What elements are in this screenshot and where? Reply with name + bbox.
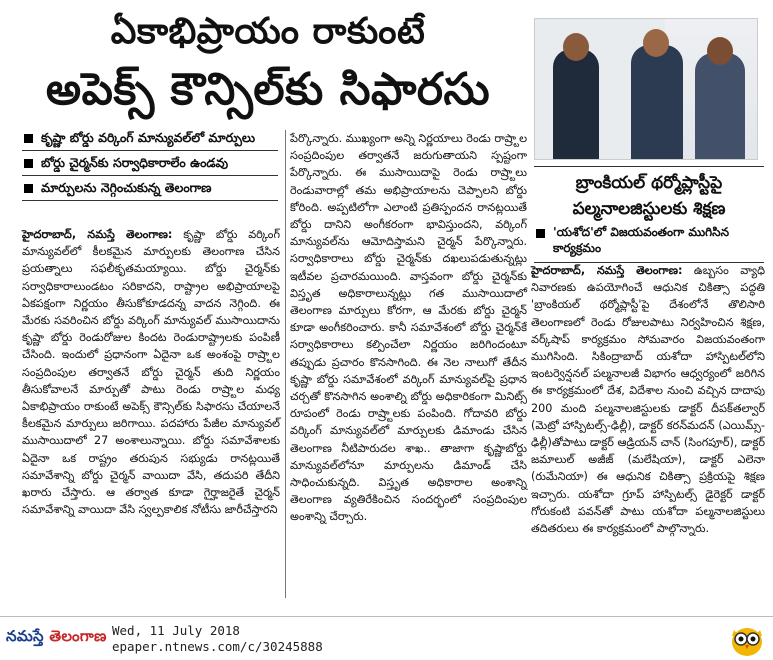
article-column-1 xyxy=(22,226,280,518)
side-deck-text: 'యశోద'లో విజయవంతంగా ముగిసిన కార్యక్రమం xyxy=(553,225,730,255)
deck-item xyxy=(22,176,278,201)
column-divider xyxy=(285,130,286,598)
side-headline xyxy=(534,166,764,222)
edition-date: Wed, 11 July 2018 xyxy=(112,623,240,638)
bullet-square-icon xyxy=(536,229,545,238)
news-photo xyxy=(534,18,758,160)
deck-item xyxy=(22,126,278,151)
epaper-url[interactable]: epaper.ntnews.com/c/30245888 xyxy=(112,639,323,654)
deck-text: బోర్డు చైర్మన్‌కు సర్వాధికారాలేం ఉండవు xyxy=(41,155,229,170)
headline-line2: అపెక్స్ కౌన్సిల్‌కు సిఫారసు xyxy=(45,64,491,115)
footer-info xyxy=(112,623,323,655)
footer-bar xyxy=(0,616,773,660)
side-headline-line2: పల్మనాలజిస్టులకు శిక్షణ xyxy=(572,199,726,219)
article-body-1: కృష్ణా బోర్డు వర్కింగ్ మాన్యువల్‌లో కీలకమైన మార్పులకు తెలంగాణ చేసిన ప్రయత్నాలు సఫలీకృతమయ్యాయి. బోర్డు చైర్మన్‌కు సర్వాధికారాలుండటం సరికాదని, రాష్ట్రాల అభిప్రాయాలపై ఏకపక్షంగా నిర్ణయం తీసుకోకూడదన్న వాదన నెగ్గింది. ఈ మేరకు సవరించిన బోర్డు వర్కింగ్ మాన్యువల్ ముసాయిదాను కృష్ణా బోర్డు రెండురోజుల కిందట రెండురాష్ట్రాలకు పంపిణీ చేసింది. ఇందులో ప్రధానంగా ఏదైనా ఒక అంశంపై రాష్ర్టాల సంప్రదింపుల తర్వాతనే బోర్డు చైర్మన్ తుది నిర్ణయం తీసుకోవాలనే మార్పుతో పాటు రెండు రాష్ర్టాల మధ్య ఏకాభిప్రాయం రాకుంటే అపెక్స్ కౌన్సిల్‌కు సిఫారసు చేయాలనే కీలకమైన మార్పులు జరిగాయి. పదహారు పేజీల మాన్యువల్ ముసాయిదాలో 27 అంశాలున్నాయి. బోర్డు సమావేశాలకు ఏదైనా ఒక రాష్ట్రం తరుపున సభ్యుడు రానట్లయితే సమావేశాన్ని బోర్డు చైర్మన్ వాయిదా వేసి, తదుపరి తేదీని ఖరారు చేస్తారు. ఆ తర్వాత కూడా గైర్హాజరైతే చైర్మన్ సమావేశాన్ని వాయిదా వేసి స్వల్పకాలిక నోటీసు జారీచేస్తారని xyxy=(22,228,280,517)
deck-text: మార్పులను నెగ్గించుకున్న తెలంగాణ xyxy=(41,180,212,195)
side-article-column xyxy=(531,262,765,537)
side-deck-item xyxy=(534,222,764,258)
brand-logo[interactable] xyxy=(6,627,107,649)
photo-head-2 xyxy=(643,29,669,57)
photo-person-3 xyxy=(695,53,745,160)
brand-part-1: నమస్తే xyxy=(6,627,44,645)
deck-item xyxy=(22,151,278,176)
side-headline-line1: బ్రాంకియల్ థర్మోప్లాస్టీపై xyxy=(575,173,723,193)
article-dateline: హైదరాబాద్, నమస్తే తెలంగాణ: xyxy=(22,228,173,241)
side-deck xyxy=(534,222,764,263)
deck-text: కృష్ణా బోర్డు వర్కింగ్ మాన్యువల్‌లో మార్పులు xyxy=(41,130,256,145)
deck-list xyxy=(22,126,278,201)
headline xyxy=(14,6,522,124)
photo-head-3 xyxy=(707,37,733,65)
article-column-2 xyxy=(290,130,527,526)
side-body: ఉబ్బసం వ్యాధి నివారణకు ఉపయోగించే ఆధునిక చికిత్సా పద్ధతి 'బ్రాంకియల్ థర్మోప్లాస్టీ'పై దేశంలోనే తొలిసారి తెలంగాణలో రెండు రోజులపాటు నిర్వహించిన శిక్షణ, వర్క్‌షాప్ కార్యక్రమం సోమవారం విజయవంతంగా ముగిసింది. సికింద్రాబాద్ యశోదా హాస్పిటల్‌లోని ఇంటర్వెన్షనల్ పల్మనాలజీ విభాగం ఆధ్వర్యంలో జరిగిన ఈ కార్యక్రమంలో దేశ, విదేశాల నుంచి వచ్చిన దాదాపు 200 మంది పల్మనాలజిస్టులకు డాక్టర్ దీపక్‌తల్వార్ (మెట్రో హాస్పిటల్స్-ఢిల్లీ), డాక్టర్ కరన్‌మదన్ (ఎయిమ్స్-ఢిల్లీ)తోపాటు డాక్టర్ ఆడ్రియన్ చాన్ (సింగపూర్), డాక్టర్ జమాలుల్ అజీజ్ (మలేషియా), డాక్టర్ ఎలెనా (రుమేనియా) ఈ ఆధునిక చికిత్సా ప్రక్రియపై శిక్షణ ఇచ్చారు. యశోదా గ్రూప్ హాస్పిటల్స్ డైరెక్టర్ డాక్టర్ గోరుకంటి పవన్‌తో పాటు యశోదా పల్మనాలజిస్టులు తదితరులు ఈ కార్యక్రమంలో పాల్గొన్నారు. xyxy=(531,264,765,536)
bullet-square-icon xyxy=(24,159,33,168)
brand-part-2: తెలంగాణ xyxy=(49,627,107,645)
photo-person-1 xyxy=(553,49,599,160)
owl-icon[interactable] xyxy=(728,620,766,658)
bullet-square-icon xyxy=(24,184,33,193)
photo-person-2 xyxy=(631,45,683,160)
photo-head-1 xyxy=(563,33,589,61)
article-body-2: పేర్కొన్నారు. ముఖ్యంగా అన్ని నిర్ణయాలు రెండు రాష్ర్టాల సంప్రదింపుల తర్వాతనే జరుగుతాయని స్పష్టంగా పేర్కొన్నారు. ఈ ముసాయిదాపై రెండు రాష్ర్టాలు రెండువారాల్లో తమ అభిప్రాయాలను చెప్పాలని బోర్డు కోరింది. అప్పటిలోగా ఎలాంటి ప్రతిస్పందన రానట్లయితే బోర్డు దానిని అంగీకరంగా భావిస్తుందని, వర్కింగ్ మాన్యువల్‌ను ఆమోదిస్తామని చైర్మన్ పేర్కొన్నారు. సర్వాధికారాలు బోర్డు చైర్మన్‌కు దఖలుపడుతున్నట్లు ఇటీవల ప్రచారమయింది. వాస్తవంగా బోర్డు చైర్మన్‌కు విస్తృత అధికారాలున్నట్లు గత ముసాయిదాలో తెలంగాణ మార్పులు కోరగా, ఆ మేరకు బోర్డు చైర్మన్ కూడా అంగీకరించారు. కానీ సమావేశంలో బోర్డు చైర్మన్‌కే సర్వాధికారాలు కల్పించేలా నిర్ణయం జరిగిందంటూ తప్పుడు ప్రచారం కొనసాగింది. ఈ నెల నాలుగో తేదీన కృష్ణా బోర్డు సమావేశంలో వర్కింగ్ మాన్యువల్‌పై ప్రధాన చర్చతో కొనసాగిన అంశాల్ని బోర్డు అధికారికంగా మినిట్స్ రూపంలో రెండు రాష్ర్టాలకు పంపింది. గోదావరి బోర్డు వర్కింగ్ మాన్యువల్‌లో మార్పులకు డిమాండు చేసిన తెలంగాణ నీటిపారుదల శాఖ.. తాజాగా కృష్ణాబోర్డు మాన్యువల్‌లోనూ మార్పులను డిమాండ్ చేసి సాధించుకున్నది. విస్తృత అధికారాల అంశాన్ని తెలంగాణ వ్యతిరేకించిన సందర్భంలో సంప్రదింపుల అంశాన్ని చేర్చారు. xyxy=(290,132,527,524)
headline-line1: ఏకాభిప్రాయం రాకుంటే xyxy=(110,11,426,52)
side-dateline: హైదరాబాద్, నమస్తే తెలంగాణ: xyxy=(531,264,683,277)
bullet-square-icon xyxy=(24,134,33,143)
